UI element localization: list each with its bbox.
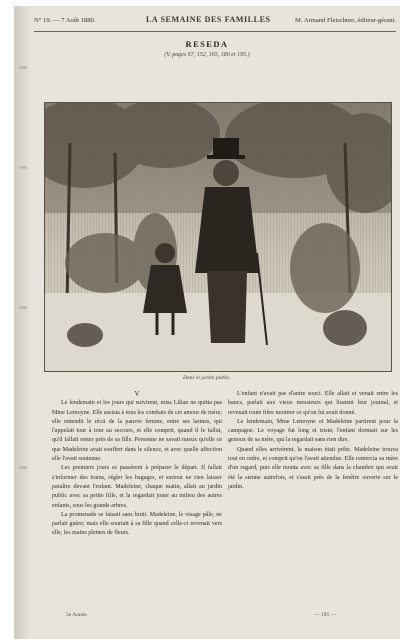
spine-mark (19, 466, 27, 469)
article-title: RESEDA (185, 39, 229, 49)
spine-mark (19, 166, 27, 169)
header-rule (34, 31, 396, 32)
magazine-page (14, 6, 400, 639)
text-column-left (52, 390, 222, 539)
illustration-caption: Dans le jardin public. (182, 375, 232, 381)
engraving-illustration (44, 102, 392, 372)
running-header (34, 13, 398, 27)
paragraph: L'enfant n'avait pas d'autre souci. Elle allait et venait entre les bancs, parlait aux vieux messieurs qui lisaient leur journal, et revenait toute fière montrer ce qu'on lui avait donné. (228, 391, 398, 416)
publisher-line: M. Armand Fleischner, éditeur-gérant. (294, 17, 396, 24)
paragraph: Le lendemain et les jours qui suivirent, miss Lilian ne quitta pas Mme Lemoyne. Elle assista à tous les combats de cet amour de mère; elle entendit le récit de la pauvre femme, entre ses larmes, qui l'appelait tour à tour au secours, et elle comprit, quand il le fallut, qu'il fallait rester près de sa fille. Personne ne savait mieux qu'elle ce que Madeleine avait souffert dans le silence, et avec quelle affection elle l'avait soutenue. (52, 400, 222, 463)
paragraph: Les premiers jours se passèrent à préparer le départ. Il fallait s'informer des trains, régler les bagages, et surtout ne rien laisser paraître devant l'enfant. Madeleine, chaque matin, allait au jardin public avec sa petite fille, et la regardait jouer au milieu des autres enfants, sous les grands arbres. (52, 465, 222, 509)
spine-mark (19, 66, 27, 69)
footer-page-number: — 195 — (314, 612, 336, 618)
paragraph: Quand elles arrivèrent, la maison était prête. Madeleine trouva tout en ordre, et comprit qu'on l'avait attendue. Elle remercia sa mère d'un regard, puis elle monta avec sa fille dans la chambre qui avait été la sienne autrefois, et s'assit près de la fenêtre ouverte sur le jardin. (228, 446, 398, 490)
paragraph: Le lendemain, Mme Lemoyne et Madeleine partirent pour la campagne. Le voyage fut long et triste; l'enfant dormait sur les genoux de sa mère, qui la regardait sans rien dire. (228, 418, 398, 444)
footer-volume: 5e Année. (66, 612, 88, 618)
masthead: LA SEMAINE DES FAMILLES (146, 15, 271, 24)
issue-line: N° 19. — 7 Août 1880. (34, 17, 96, 24)
text-column-right (228, 390, 398, 492)
park-scene-engraving (45, 103, 391, 371)
spine-mark (19, 306, 27, 309)
page-spine (14, 6, 32, 639)
article-subtitle: (V. pages 67, 152, 165, 180 et 195.) (164, 52, 250, 58)
paragraph: La promenade se faisait sans bruit. Madeleine, le visage pâle, ne parlait guère; mais elle souriait à sa fille quand celle-ci revenait vers elle, les mains pleines de fleurs. (52, 511, 222, 537)
chapter-number: V (134, 390, 140, 398)
